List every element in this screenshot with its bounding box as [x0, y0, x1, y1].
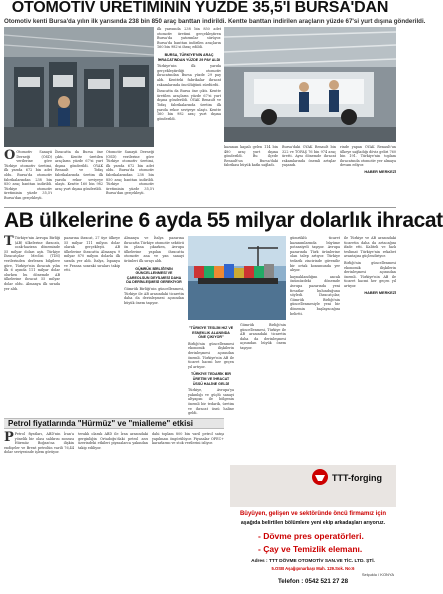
ad-position-2: - Çay ve Temizlik elemanı. — [258, 544, 363, 554]
top-col3: ilk yarısında 238 bin 850 adet otomotiv üretimi gerçekleştiren Bursa'da yatırımlar sürüyor. Bursa'da banttan indirilen araçların 160 bin 982'si ihraç edildi. BURSA, TÜRKİYE'NİN ARAÇ İHRACATINDAN YÜZDE 29 PAY ALDI Türkiye'nin ilk yarıda gerçekleştirdiği otomotiv ihracatından Bursa yüzde 29 pay aldı. Kentteki fabrikalar ihracat rakamlarında öncülüğünü sürdürdü. İhracatta da Bursa öne çıktı. Kentte üretilen araçların yüzde 67'si yurt dışına gönderildi. OYAK Renault ve Tofaş fabrikalarında üretim ilk yarıda rekor seviyeye ulaştı. Kentte 160 bin 982 araç yurt dışına gönderildi. — [157, 27, 221, 121]
export-col3: Almanya ve İtalya pazarına ihracatta Türkiye otomotiv sektörü ön plana çıkarken, Avrupa ülkelerine yapılan ihracatta otomotiv ana ve yan sanayi ürünleri ilk sırayı aldı. GÜMRÜK BİRLİĞİ'NİN GÜNCELLENMESİ VE ÇAREOLSUN DEYİLMESİ DAHA DA DERİNLEŞMESİ GEREKİYOR Gümrük Birliği'nin güncellenmesi, Türkiye ile AB arasındaki ticaretin daha da derinleşmesi açısından büyük önem taşıyor. — [124, 236, 185, 305]
ad-intro-line1: Büyüyen, gelişen ve sektöründe öncü firmamız için — [239, 511, 387, 517]
top-headline: OTOMOTİV ÜRETİMİNİN YÜZDE 35,5'İ BURSA'DAN — [11, 0, 389, 16]
export-col3-subhead: GÜMRÜK BİRLİĞİ'NİN GÜNCELLENMESİ VE ÇAREOLSUN DEYİLMESİ DAHA DA DERİNLEŞMESİ GEREKİYOR — [126, 266, 182, 285]
petrol-col2: teraklı olarak ABD ile İran arasındaki gerginliğin Ortadoğu'daki petrol arzı üzerindeki etkileri piyasalarca yakından takip ediliyor. — [78, 432, 148, 450]
top-col2: İhracatta da Bursa öne çıktı. Kentte üretilen araçların yüzde 67'si yurt dışına gönderildi. OYAK Renault ve Tofaş fabrikalarında üretim ilk yarıda rekor seviyeye ulaştı. Kentte 160 bin 982 araç yurt dışına gönderildi. — [55, 150, 103, 191]
ad-intro-line2: aşağıda belirtilen bölümlere yeni ekip arkadaşları arıyoruz. — [240, 520, 386, 526]
top-col4: kazanan kapalı gelen 114 bin 480 araç yurt dışına gönderildi. Bu ilçede Renault'un Bursa'daki fabrikası büyük katkı sağladı. — [224, 145, 278, 168]
top-col3-subhead: BURSA, TÜRKİYE'NİN ARAÇ İHRACATINDAN YÜZDE 29 PAY ALDI — [157, 52, 221, 62]
export-col4b: Gümrük Birliği'nin güncellenmesi, Türkiye ile AB arasındaki ticaretin daha da derinleşmesi açısından büyük önem taşıyor. — [240, 323, 286, 350]
ad-city: Selçuklu / KONYA — [361, 572, 394, 577]
ad-phone: Telefon : 0542 521 27 28 — [277, 578, 349, 585]
ttt-forging-logo — [310, 467, 394, 487]
factory-photo-2 — [224, 27, 396, 142]
export-byline: HABER MERKEZİ — [364, 290, 396, 295]
job-advertisement — [230, 465, 396, 594]
divider — [4, 207, 396, 208]
ad-brand: TTT-forging — [332, 473, 382, 483]
top-byline: HABER MERKEZİ — [364, 169, 396, 174]
ad-address: 5.OSB Aşağıpınarbaşı Mah. 129.Sok. No:6 — [271, 566, 355, 571]
factory-photo-1 — [4, 27, 154, 147]
export-col1: T Türkiye'nin Avrupa Birliği (AB) ülkelerine ihracatı, ocak-haziran döneminde 55 milyar doları aştı. Türkiye İhracatçılar Meclisi (TİM) verilerinden derlenen bilgilere göre, Türkiye'nin ihracatı yılın ilk 6 ayında 111 milyar dolar olurken bu dönemde AB ülkelerine ihracat 55 milyar dolar oldu. Almanya ilk sırada yer aldı. — [4, 234, 60, 291]
export-col5: gümrüklü ticaret kazanımlarında büyüme potansiyeli taşıyor. Avrupa pazarında Türk ürünlerine olan talep artıyor. Türkiye tedarik zincirinde güvenilir bir ortak konumunda yer alıyor. kaynaklandığını ancak önümüzdeki dönemde Avrupa pazarında yeni fırsatlar bulunduğunu söyledi. İhracatçılar, Gümrük Birliği'nin güncellenmesiyle yeni bir dönemin başlayacağını belirtti. — [290, 236, 340, 316]
petrol-col3: dahi toplam 800 bin varil petrol satışı yapılması öngörülüyor. Piyasalar OPEC+ kararlarını ve stok verilerini izliyor. — [152, 432, 224, 446]
top-col2b: Otomotiv Sanayii Derneği (OSD) verilerine göre Türkiye otomotiv üretimi, ilk yarıda 672 bin adet oldu. Bursa'da otomotiv fabrikalarından 238 bin 850 araç banttan indirildi. Türkiye otomotiv üretiminin yüzde 35,5'i Bursa'dan gerçekleşti. — [106, 150, 154, 196]
petrol-headline: Petrol fiyatlarında "Hürmüz" ve "mialleme" etkisi — [4, 418, 224, 429]
export-col4-subhead: TÜRKİYE TEDARİK BİR ÜRETİM VE İHRACAT ÜSSÜ HALİNE GELDİ — [191, 372, 231, 386]
ad-position-1: - Dövme pres operatörleri. — [258, 531, 364, 541]
top-col6: rinde yapan OYAK Renault'un ülkeye sağladığı döviz geliri 760 bin 191. Türkiye'nin toplam ihracatında otomotiv yer almaya devam ediyor. HABER MERKEZİ — [340, 145, 396, 174]
top-deck: Otomotiv kenti Bursa'da yılın ilk yarısında 238 bin 850 araç banttan indirildi. Kentte banttan indirilen araçların yüzde 67'si yurt dışına gönderildi. — [4, 18, 426, 25]
top-col5: Bursa'daki OYAK Renault bin 322 ve TOFAŞ 76 bin 974 araç üretti. Aynı dönemde ihracat rakamlarında önemli artışlar yaşandı. — [282, 145, 336, 168]
petrol-col1: P Petrol fiyatları, ABD'nin İran'a yönelik bir olası saldırısı sonrası Hürmüz Boğazı'na ilişkin endişeler ve Brent petrolün varili 76,44 dolar seviyesinde işlem görüyor. — [4, 430, 74, 455]
export-col4: "TÜRKİYE TESLİM HIZ VE ESNEKLIK ALANINDA ÖNE ÇIKIYOR" Birliği'nin güncellenmesi ekonomik ilişkilerin derinleşmesi açısından önemli. Türkiye'nin AB ile ticaret hacmi her geçen yıl artıyor. TÜRKİYE TEDARİK BİR ÜRETİM VE İHRACAT ÜSSÜ HALİNE GELDİ Türkiye, Avrupa'ya yakınlığı ve güçlü sanayi altyapısı ile bölgenin önemli bir tedarik, üretim ve ihracat üssü haline geldi. — [188, 326, 234, 416]
ad-company: Adres : TTT DÖVME OTOMOTİV SAN.VE TİC. LTD. ŞTİ. — [251, 559, 375, 564]
top-col1: O Otomotiv Sanayii Derneği (OSD) verilerine göre Türkiye otomotiv üretimi, ilk yarıda 672 bin adet oldu. Bursa'da otomotiv fabrikalarından 238 bin 850 araç banttan indirildi. Türkiye otomotiv üretiminin yüzde 35,5'i Bursa'dan gerçekleşti. — [4, 148, 52, 200]
export-col2: pazarına ihracat, 27 üye ülkeye 55 milyar 111 milyon dolar olarak gerçekleşti. AB ülkelerine ihracatta Almanya 9 milyar 870 milyon dolarla ilk sırada yer aldı. İtalya, İspanya ve Fransa sonraki sıraları takip etti. — [64, 236, 120, 273]
port-photo — [188, 236, 286, 320]
export-headline: AB ülkelerine 6 ayda 55 milyar dolarlık ihracat — [4, 209, 443, 232]
export-col4-subhead2: "TÜRKİYE TESLİM HIZ VE ESNEKLIK ALANINDA ÖNE ÇIKIYOR" — [188, 326, 234, 340]
export-col6: ile Türkiye ve AB arasındaki ticaretin daha da artacağını ifade etti. Kaliteli ve hızlı teslimat Türkiye'nin rekabet avantajını güçlendiriyor. Birliği'nin güncellenmesi ekonomik ilişkilerin derinleşmesi açısından önemli. Türkiye'nin AB ile ticaret hacmi her geçen yıl artıyor. HABER MERKEZİ — [344, 236, 396, 295]
